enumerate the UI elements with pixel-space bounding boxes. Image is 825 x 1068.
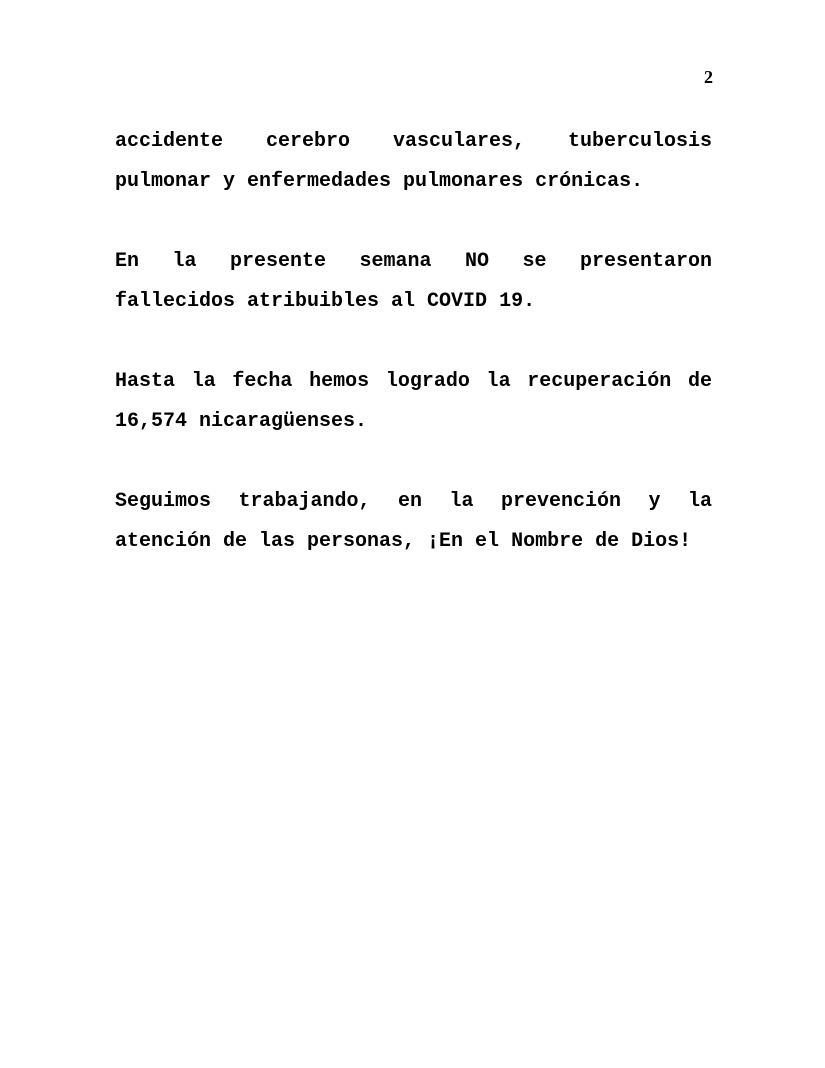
page-number: 2: [704, 67, 713, 87]
paragraph-recovery: Hasta la fecha hemos logrado la recuperación de 16,574 nicaragüenses.: [115, 370, 712, 433]
paragraph-closing: Seguimos trabajando, en la prevención y la atención de las personas, ¡En el Nombre de Dios!: [115, 490, 712, 553]
paragraph-deaths: En la presente semana NO se presentaron fallecidos atribuibles al COVID 19.: [115, 250, 712, 313]
paragraph-causes: accidente cerebro vasculares, tuberculosis pulmonar y enfermedades pulmonares crónicas.: [115, 130, 712, 193]
document-body: [115, 122, 712, 602]
